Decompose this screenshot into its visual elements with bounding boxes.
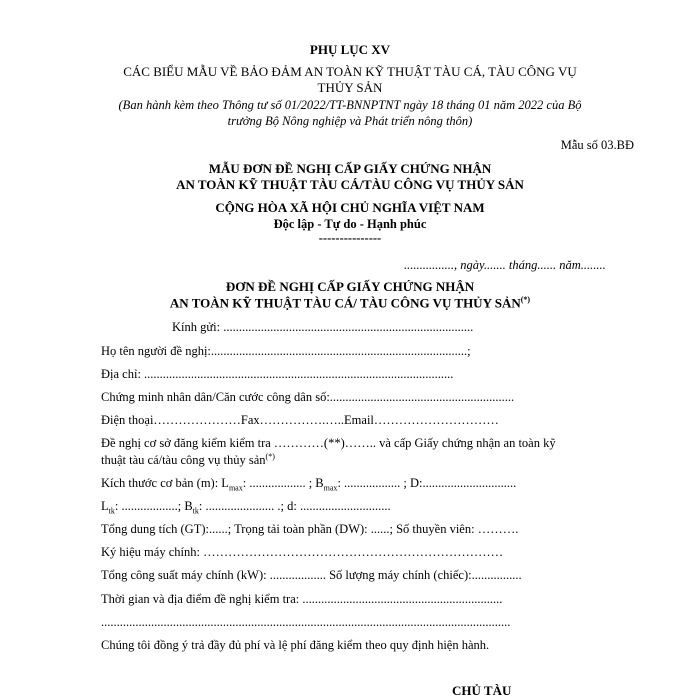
issued-note-line1: (Ban hành kèm theo Thông tư số 01/2022/TT-BNNPTNT ngày 18 tháng 01 năm 2022 của Bộ: [118, 98, 582, 112]
country-name: CỘNG HÒA XÃ HỘI CHỦ NGHĨA VIỆT NAM: [215, 200, 485, 215]
blank-line: ...................................................................................................................................: [101, 615, 511, 629]
id-number-field: Chứng minh nhân dân/Căn cước công dân số:...........................................................: [101, 390, 515, 404]
appendix-heading: PHỤ LỤC XV: [309, 42, 391, 57]
appendix-title-line2: THỦY SẢN: [317, 80, 383, 95]
motto-divider: ---------------: [318, 231, 382, 245]
contact-field: Điện thoại…………………Fax…………….…..Email…………………………: [101, 413, 499, 427]
design-dimensions-field: $L_{tk}$: ..................; $B_{tk}$: ...................... .; d: .............................: [101, 499, 391, 516]
form-number: Mẫu số 03.BĐ: [560, 138, 634, 152]
date-line: ................, ngày....... tháng...... năm........: [404, 258, 606, 272]
basic-dimensions-field: Kích thước cơ bản (m): $L_{max}$: .................. ; $B_{max}$: .................. ; D:..............................: [101, 476, 517, 493]
appendix-title-line1: CÁC BIỂU MẪU VỀ BẢO ĐẢM AN TOÀN KỸ THUẬT TÀU CÁ, TÀU CÔNG VỤ: [123, 64, 577, 79]
issued-note-line2: trưởng Bộ Nông nghiệp và Phát triển nông thôn): [227, 114, 473, 128]
owner-signature-label: CHỦ TÀU: [452, 683, 512, 698]
engine-power-field: Tổng công suất máy chính (kW): .................. Số lượng máy chính (chiếc):................: [101, 568, 522, 582]
engine-model-field: Ký hiệu máy chính: ………………………………………………………………: [101, 545, 504, 559]
tonnage-field: Tổng dung tích (GT):......; Trọng tải toàn phần (DW): ......; Số thuyền viên: ……….: [101, 522, 519, 536]
form-title-line1: MẪU ĐƠN ĐỀ NGHỊ CẤP GIẤY CHỨNG NHẬN: [208, 161, 492, 176]
recipient-field: Kính gửi: ................................................................................: [172, 320, 474, 334]
full-name-field: Họ tên người đề nghị:..................................................................................;: [101, 344, 471, 358]
request-line2: thuật tàu cá/tàu công vụ thủy sản(*): [101, 452, 275, 468]
request-line1: Đề nghị cơ sở đăng kiểm kiểm tra …………(**)…….. và cấp Giấy chứng nhận an toàn kỹ: [101, 436, 556, 450]
application-title-line2: AN TOÀN KỸ THUẬT TÀU CÁ/ TÀU CÔNG VỤ THỦY SẢN(*): [169, 295, 531, 311]
application-title-line1: ĐƠN ĐỀ NGHỊ CẤP GIẤY CHỨNG NHẬN: [225, 279, 475, 294]
form-title-line2: AN TOÀN KỸ THUẬT TÀU CÁ/TÀU CÔNG VỤ THỦY SẢN: [176, 177, 524, 192]
commitment-text: Chúng tôi đồng ý trả đầy đủ phí và lệ phí đăng kiểm theo quy định hiện hành.: [101, 638, 490, 652]
address-field: Địa chỉ: ...................................................................................................: [101, 367, 454, 381]
inspection-field: Thời gian và địa điểm đề nghị kiểm tra: ................................................................: [101, 592, 503, 606]
national-motto: Độc lập - Tự do - Hạnh phúc: [273, 217, 427, 231]
